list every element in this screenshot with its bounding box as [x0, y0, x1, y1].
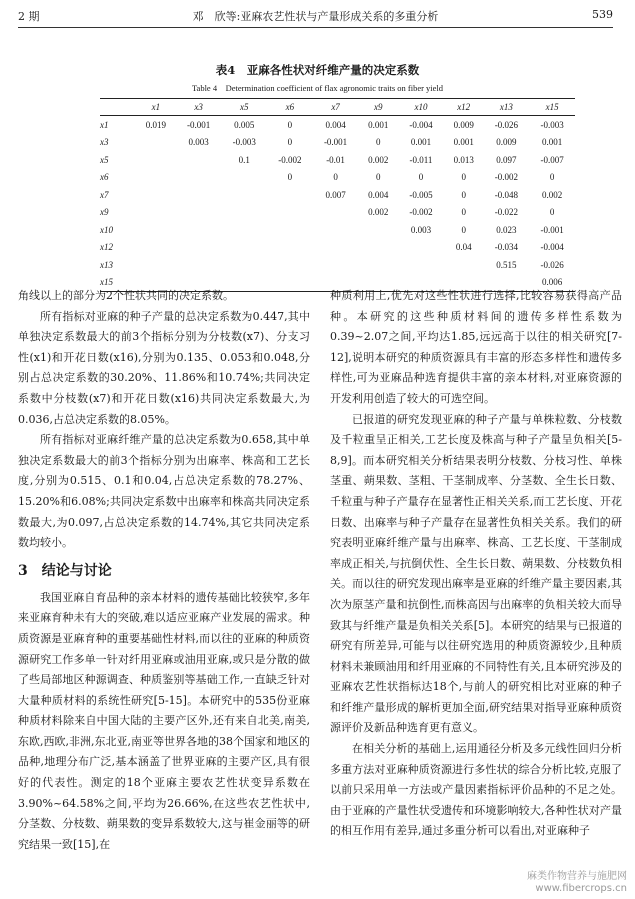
running-title: 邓 欣等:亚麻农艺性状与产量形成关系的多重分析	[192, 10, 439, 23]
table-cell: -0.022	[494, 207, 519, 218]
table-cell: 0.1	[238, 154, 250, 165]
table-cell: -0.004	[540, 242, 564, 253]
table-cell	[313, 256, 359, 274]
table-cell: 0.097	[496, 154, 517, 165]
row-header: x1	[100, 119, 109, 130]
page-number: 539	[592, 8, 613, 21]
table-cell: 0	[461, 207, 466, 218]
table-cell	[136, 221, 176, 239]
table-cell	[398, 239, 444, 257]
header-rule	[18, 27, 613, 28]
table-cell	[176, 204, 222, 222]
table-cell	[176, 221, 222, 239]
table-cell	[136, 151, 176, 169]
table-cell: 0.002	[368, 207, 389, 218]
table-cell: 0	[287, 119, 293, 130]
table-cell	[267, 256, 313, 274]
table-cell: 0.006	[541, 277, 563, 288]
table-cell: -0.002	[278, 154, 302, 165]
running-header	[18, 8, 613, 26]
table-cell: -0.01	[326, 154, 345, 165]
table-cell: 0.003	[410, 224, 432, 235]
column-header: x10	[414, 102, 428, 112]
table-cell: -0.001	[186, 119, 211, 130]
column-header: x6	[285, 102, 295, 112]
row-header: x5	[100, 154, 109, 165]
table-cell	[176, 256, 222, 274]
table-cell	[136, 204, 176, 222]
table-cell	[313, 204, 359, 222]
column-header	[100, 99, 136, 116]
row-header: x15	[100, 277, 113, 288]
table-cell: 0	[549, 207, 555, 218]
paragraph: 已报道的研究发现亚麻的种子产量与单株粒数、分枝数及千粒重呈正相关,工艺长度及株高与种子产量呈负相关[5-8,9]。而本研究相关分析结果表明分枝数、分枝习性、单株茎重、蒴果数、茎粗、干茎制成率、分茎数、全生长日数、千粒重与种子产量存在显著性正相关关系,而工艺长度、开花日数、出麻率与种子产量存在显著性负相关关系。我们的研究表明亚麻纤维产量与出麻率、株高、工艺长度、干茎制成率成正相关,与抗倒伏性、全生长日数、蒴果数、分枝数负相关。而以往的研究发现出麻率是亚麻的纤维产量主要因素,其次为原茎产量和抗倒性,而株高因与出麻率的负相关较大而导致其与纤维产量是负相关关系[5]。本研究的结果与已报道的研究有所差异,可能与以往研究选用的种质资源较少,且种质材料未兼顾油用和纤用亚麻的不同特性有关,且本研究涉及的亚麻农艺性状指标达18个,与前人的研究相比对亚麻的种子和纤维产量形成的解析更加全面,研究结果对指导亚麻种质资源评价及新品种选育更有意义。	[330, 412, 622, 735]
table-cell: -0.002	[409, 207, 433, 218]
table-cell: 0	[418, 172, 424, 183]
table-caption-cn: 表4 亚麻各性状对纤维产量的决定系数	[215, 63, 420, 77]
table-cell: 0.001	[410, 137, 432, 148]
column-header: x15	[545, 102, 559, 112]
table-cell: -0.003	[540, 119, 564, 130]
table-cell: 0.002	[368, 154, 389, 165]
table-row	[100, 151, 575, 169]
table-cell: -0.004	[409, 119, 433, 130]
table-cell: 0.013	[453, 154, 474, 165]
table-cell: 0	[333, 172, 338, 183]
paragraph: 我国亚麻自育品种的亲本材料的遗传基础比较狭窄,多年来亚麻育种未有大的突破,难以适应亚麻产业发展的需求。种质资源是亚麻育种的重要基础性材料,而以往的亚麻的种质资源研究工作多单一针对纤用亚麻或油用亚麻,或只是分散的做了些局部地区种源调查、种质鉴别等基础工作,一直缺乏针对大量种质材料的系统性研究[5-15]。本研究中的535份亚麻种质材料除来自中国大陆的主要产区外,还有来自北美,南美,东欧,西欧,非洲,东北亚,南亚等世界各地的38个国家和地区的品种,地理分布广泛,基本涵盖了世界亚麻的主要产区,具有很好的代表性。测定的18个亚麻主要农艺性状变异系数在3.90%~64.58%之间,平均为26.66%,在这些农艺性状中,分茎数、分枝数、蒴果数的变异系数较大,这与崔金丽等的研究结果一致[15],在	[18, 590, 310, 851]
table-cell: 0	[376, 172, 381, 183]
table-row	[100, 134, 575, 152]
paragraph: 种质利用上,优先对这些性状进行选择,比较容易获得高产品种。本研究的这些种质材料间的遗传多样性系数为0.39~2.07之间,平均达1.85,远远高于以往的相关研究[7-12],说明本研究的种质资源具有丰富的形态多样性和遗传多样性,可为亚麻品种选育提供丰富的亲本材料,对亚麻资源的开发利用创造了较大的可选空间。	[330, 289, 622, 405]
column-header: x1	[151, 102, 161, 112]
paragraph: 所有指标对亚麻纤维产量的总决定系数为0.658,其中单独决定系数最大的前3个指标分别为出麻率、株高和工艺长度,分别为0.515、0.1和0.04,占总决定系数的78.27%、15.20%和6.08%;共同决定系数中出麻率和株高共同决定系数最大,为0.097,占总决定系数的14.74%,其它共同决定系数均较小。	[18, 433, 310, 550]
table-cell: 0	[287, 137, 293, 148]
table-cell: -0.001	[323, 137, 348, 148]
table-cell: -0.026	[540, 259, 564, 270]
paragraph: 角线以上的部分为2个性状共同的决定系数。	[18, 289, 234, 302]
table-row	[100, 186, 575, 204]
table-cell	[221, 239, 267, 257]
table-cell	[221, 186, 267, 204]
watermark-line: 麻类作物营养与施肥网	[527, 871, 627, 882]
section-heading: 3 结论与讨论	[18, 562, 112, 579]
table-cell	[136, 186, 176, 204]
table-cell: 0.009	[453, 119, 474, 130]
table-row	[100, 256, 575, 274]
table-cell	[136, 169, 176, 187]
table-cell: -0.005	[409, 189, 433, 200]
table-cell: 0	[461, 224, 466, 235]
table-cell	[136, 134, 176, 152]
table-cell	[136, 256, 176, 274]
table-cell: 0.005	[234, 119, 255, 130]
table-cell: 0.04	[455, 242, 472, 253]
table-cell: 0	[287, 172, 293, 183]
row-header: x13	[100, 259, 113, 270]
table-cell: 0	[549, 172, 555, 183]
table-row	[100, 204, 575, 222]
table-cell: -0.026	[494, 119, 519, 130]
row-header: x12	[100, 242, 113, 253]
table-cell: -0.001	[540, 224, 564, 235]
table-row	[100, 239, 575, 257]
table-cell	[358, 256, 398, 274]
column-header: x7	[331, 102, 340, 112]
table-cell: 0.003	[188, 137, 209, 148]
table-row	[100, 221, 575, 239]
paragraph: 在相关分析的基础上,运用通径分析及多元线性回归分析多重方法对亚麻种质资源进行多性状的综合分析比较,克服了以前只采用单一方法或产量因素指标评价品种的不足之处。由于亚麻的产量性状受遗传和环境影响较大,各种性状对产量的相互作用有差异,通过多重分析可以看出,对亚麻种子	[330, 742, 622, 838]
table-cell	[136, 239, 176, 257]
table-cell: 0.001	[368, 119, 389, 130]
table-cell	[176, 239, 222, 257]
table-cell	[398, 256, 444, 274]
table-cell	[267, 239, 313, 257]
table-cell: -0.034	[494, 242, 519, 253]
table-cell: -0.007	[540, 154, 564, 165]
table-cell: -0.003	[232, 137, 256, 148]
table-header-row	[100, 99, 575, 116]
table-cell: -0.048	[494, 189, 519, 200]
table-cell	[313, 239, 359, 257]
table-body	[100, 116, 575, 292]
right-column	[330, 286, 622, 842]
column-header: x12	[457, 102, 471, 112]
table-cell	[176, 151, 222, 169]
table-cell	[221, 221, 267, 239]
column-header: x3	[194, 102, 203, 112]
table-cell	[313, 221, 359, 239]
watermark	[527, 871, 627, 895]
table-cell	[221, 256, 267, 274]
table-cell: 0.002	[541, 189, 563, 200]
table-cell: 0.001	[541, 137, 563, 148]
column-header: x13	[499, 102, 513, 112]
table-cell: 0.009	[496, 137, 517, 148]
table-cell: 0.023	[496, 224, 517, 235]
row-header: x10	[100, 224, 113, 235]
table-cell	[358, 239, 398, 257]
table-cell	[176, 186, 222, 204]
table-cell: 0.001	[453, 137, 474, 148]
table-cell: 0.004	[368, 189, 389, 200]
table-row	[100, 169, 575, 187]
table-cell	[221, 204, 267, 222]
table-cell	[176, 169, 222, 187]
table-cell: 0.515	[496, 259, 517, 270]
table-cell	[444, 256, 484, 274]
table-cell	[221, 169, 267, 187]
table-cell	[267, 221, 313, 239]
table-cell: -0.011	[409, 154, 433, 165]
table-cell: 0.007	[325, 189, 346, 200]
table-cell: 0	[461, 189, 466, 200]
determination-coefficient-table	[100, 98, 575, 292]
table-cell	[267, 204, 313, 222]
issue-number: 2 期	[18, 10, 40, 23]
table-cell: 0	[376, 137, 381, 148]
row-header: x6	[100, 172, 109, 183]
left-column	[18, 286, 310, 855]
column-header: x5	[240, 102, 249, 112]
watermark-line: www.fibercrops.cn	[535, 883, 627, 894]
table-row	[100, 116, 575, 134]
row-header: x7	[100, 189, 109, 200]
table-cell: 0.019	[145, 119, 166, 130]
column-header: x9	[374, 102, 383, 112]
table-caption-en: Table 4 Determination coefficient of flax agronomic traits on fiber yield	[191, 83, 444, 93]
table-cell: 0.004	[325, 119, 346, 130]
table-cell: -0.002	[494, 172, 519, 183]
row-header: x3	[100, 137, 109, 148]
paragraph: 所有指标对亚麻的种子产量的总决定系数为0.447,其中单独决定系数最大的前3个指标分别为分枝数(x7)、分支习性(x1)和开花日数(x16),分别为0.135、0.053和0.048,分别占总决定系数的30.20%、11.86%和10.74%;共同决定系数中分枝数(x7)和开花日数(x16)共同决定系数最大,为0.036,占总决定系数的8.05%。	[18, 309, 310, 426]
table-cell: 0	[461, 172, 466, 183]
table-cell	[358, 221, 398, 239]
row-header: x9	[100, 207, 109, 218]
table-cell	[267, 186, 313, 204]
